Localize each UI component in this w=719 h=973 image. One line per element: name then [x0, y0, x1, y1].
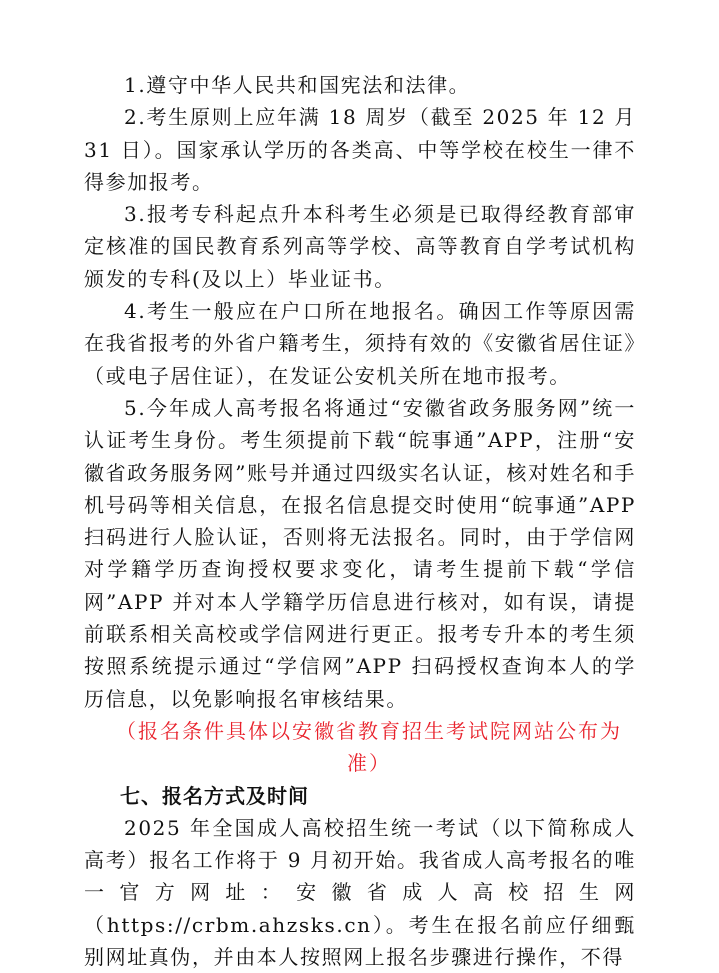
- section-paragraph: 2025 年全国成人高校招生统一考试（以下简称成人高考）报名工作将于 9 月初开始。我省成人高考报名的唯一官方网址：安徽省成人高校招生网（https://crbm.ahzsks.cn）。考生在报名前应仔细甄别网址真伪，并由本人按照网上报名步骤进行操作，不得: [84, 815, 636, 970]
- document-page: [84, 69, 636, 973]
- section-heading: 七、报名方式及时间: [120, 783, 309, 808]
- requirement-2: 2.考生原则上应年满 18 周岁（截至 2025 年 12 月 31 日）。国家承认学历的各类高、中等学校在校生一律不得参加报考。: [84, 105, 636, 194]
- requirements-note: （报名条件具体以安徽省教育招生考试院网站公布为准）: [116, 718, 622, 776]
- requirement-3: 3.报考专科起点升本科考生必须是已取得经教育部审定核准的国民教育系列高等学校、高等教育自学考试机构颁发的专科(及以上）毕业证书。: [84, 202, 636, 291]
- requirement-1: 1.遵守中华人民共和国宪法和法律。: [124, 73, 471, 97]
- requirement-5: 5.今年成人高考报名将通过“安徽省政务服务网”统一认证考生身份。考生须提前下载“皖事通”APP，注册“安徽省政务服务网”账号并通过四级实名认证，核对姓名和手机号码等相关信息，在报名信息提交时使用“皖事通”APP 扫码进行人脸认证，否则将无法报名。同时，由于学信网对学籍学历查询授权要求变化，请考生提前下载“学信网”APP 并对本人学籍学历信息进行核对，如有误，请提前联系相关高校或学信网进行更正。报考专升本的考生须按照系统提示通过“学信网”APP 扫码授权查询本人的学历信息，以免影响报名审核结果。: [84, 395, 636, 711]
- requirement-4: 4.考生一般应在户口所在地报名。确因工作等原因需在我省报考的外省户籍考生，须持有效的《安徽省居住证》（或电子居住证），在发证公安机关所在地市报考。: [84, 299, 636, 388]
